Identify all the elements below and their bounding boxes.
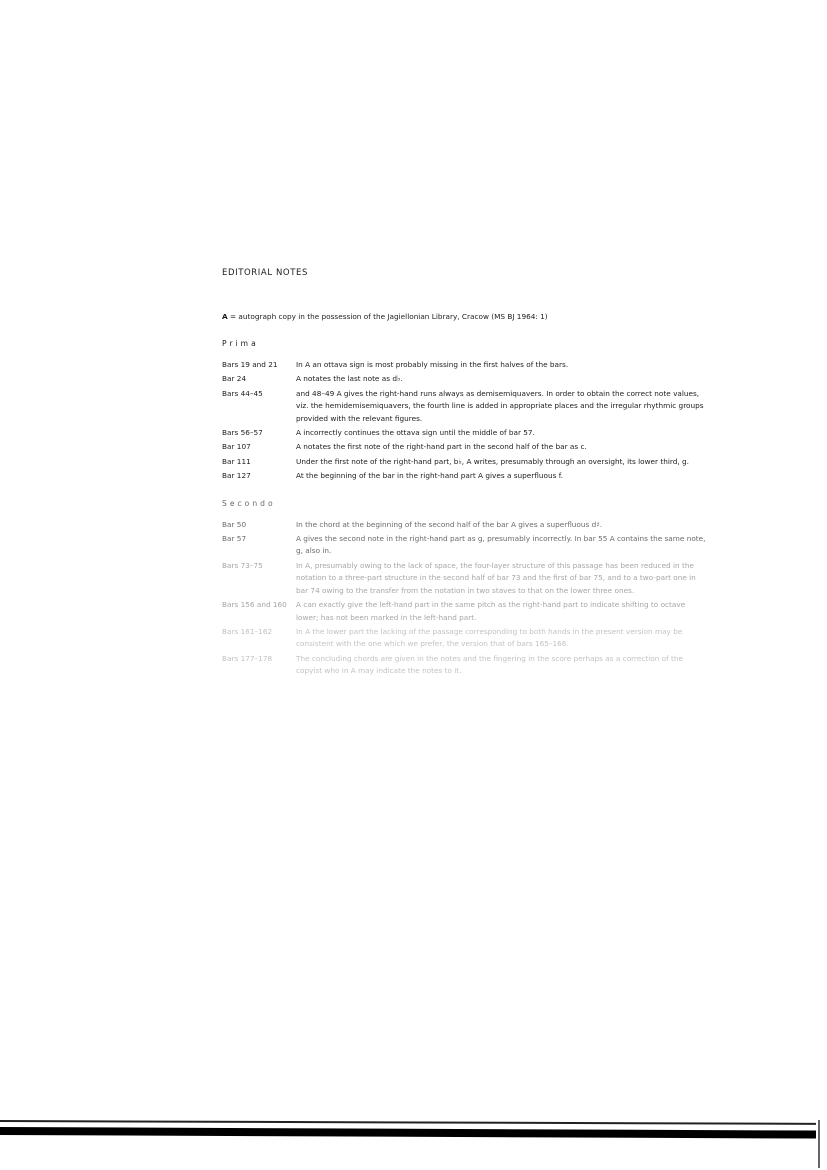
note-ref: Bars 156 and 160: [222, 600, 287, 610]
note-text: and 48–49 A gives the right-hand runs always as demisemiquavers. In order to obtain the correct note values, viz. the hemidemisemiquavers, the fourth line is added in appropriate places and the irregular rhythmic groups provided with the relevant figures.: [296, 388, 704, 423]
scan-edge-bar: [0, 1127, 816, 1139]
editorial-notes-block: [222, 268, 706, 680]
note-row: [222, 533, 706, 558]
note-text: In A the lower part the lacking of the passage corresponding to both hands in the present version may be consistent with the one which we prefer, the version that of bars 165–166.: [296, 626, 683, 649]
note-text: In A, presumably owing to the lack of space, the four-layer structure of this passage has been reduced in the notation to a three-part structure in the second half of bar 73 and the first of bar 75, and to a two-part one in bar 74 owing to the transfer from the notation in two staves to that on the lower three ones.: [296, 560, 696, 595]
note-row: [222, 441, 706, 453]
source-text: = autograph copy in the possession of the Jagiellonian Library, Cracow (MS BJ 1964: 1): [227, 312, 548, 321]
page-title: EDITORIAL NOTES: [222, 268, 308, 278]
scan-right-edge: [818, 1120, 820, 1168]
note-text: Under the first note of the right-hand part, b♭, A writes, presumably through an oversight, its lower third, g.: [296, 456, 689, 466]
note-ref: Bar 57: [222, 534, 247, 544]
note-ref: Bar 107: [222, 442, 251, 452]
note-ref: Bars 177–178: [222, 653, 273, 663]
note-ref: Bars 73–75: [222, 560, 263, 570]
source-siglum: A: [222, 312, 228, 321]
note-text: A incorrectly continues the ottava sign until the middle of bar 57.: [296, 428, 535, 438]
section-title-prima: Prima: [222, 339, 259, 348]
note-text: The concluding chords are given in the notes and the fingering in the score perhaps as a correction of the copyist who in A may indicate the notes to it.: [296, 653, 683, 676]
note-text: In the chord at the beginning of the second half of the bar A gives a superfluous d♯.: [296, 519, 603, 529]
note-text: In A an ottava sign is most probably missing in the first halves of the bars.: [296, 360, 569, 369]
note-ref: Bar 50: [222, 519, 247, 529]
note-ref: Bars 161–162: [222, 626, 273, 636]
note-ref: Bars 19 and 21: [222, 360, 278, 369]
note-ref: Bar 111: [222, 456, 251, 466]
note-row: [222, 626, 706, 651]
note-ref: Bars 56–57: [222, 428, 263, 438]
note-row: [222, 427, 706, 439]
note-row: [222, 653, 706, 678]
note-text: A notates the first note of the right-hand part in the second half of the bar as c.: [296, 442, 587, 452]
note-row: [222, 599, 706, 624]
note-ref: Bars 44–45: [222, 388, 263, 398]
note-row: [222, 470, 706, 482]
note-text: A notates the last note as d♭.: [296, 374, 403, 384]
note-row: [222, 560, 706, 597]
note-row: [222, 519, 706, 531]
section-title-secondo: Secondo: [222, 498, 276, 508]
source-description: [222, 312, 706, 321]
note-text: A can exactly give the left-hand part in the same pitch as the right-hand part to indicate shifting to octave lower; has not been marked in the left-hand part.: [296, 600, 686, 622]
scan-edge-line: [0, 1120, 816, 1125]
note-text: At the beginning of the bar in the right-hand part A gives a superfluous f.: [296, 471, 564, 481]
note-ref: Bar 127: [222, 471, 251, 481]
note-row: [222, 456, 706, 468]
note-ref: Bar 24: [222, 374, 247, 384]
section-gap: [222, 485, 706, 499]
note-row: [222, 359, 706, 371]
note-row: [222, 373, 706, 385]
note-text: A gives the second note in the right-hand part as g, presumably incorrectly. In bar 55 A contains the same note, g, also in.: [296, 534, 706, 556]
note-row: [222, 388, 706, 425]
